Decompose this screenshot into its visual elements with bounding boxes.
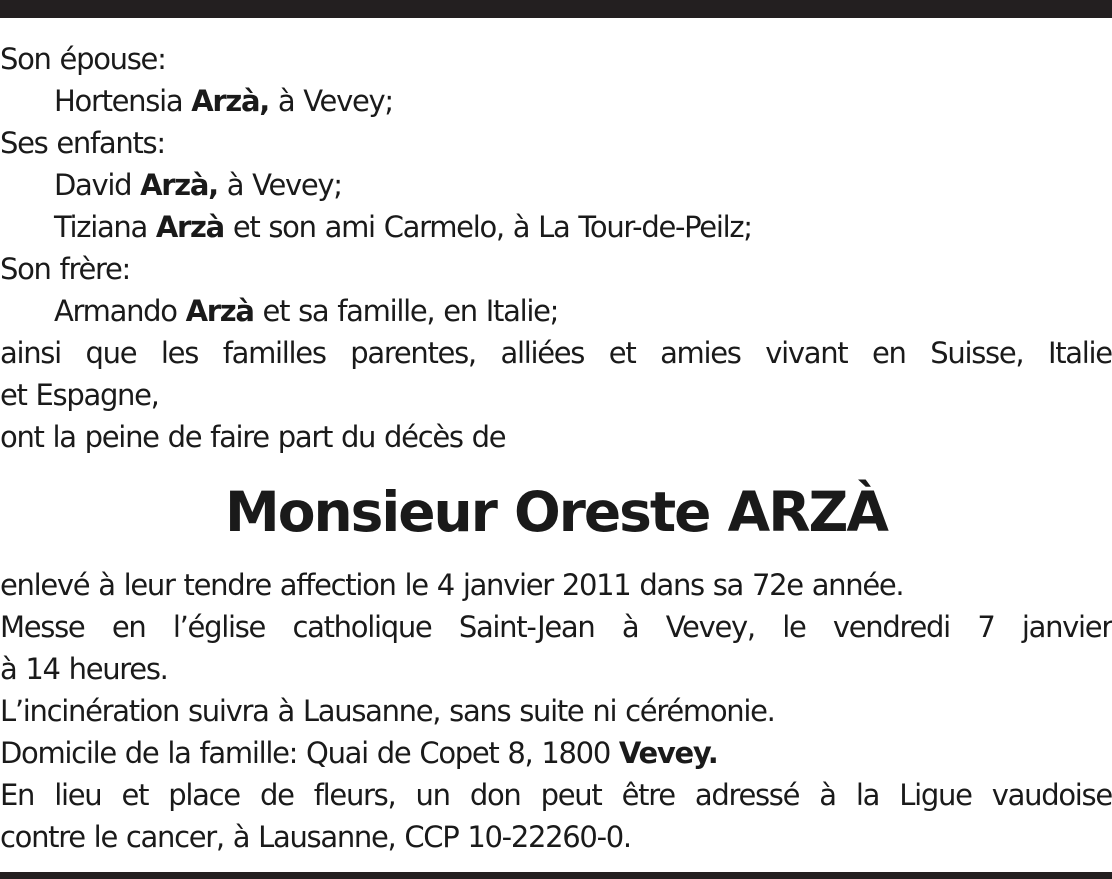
domicile-address: Domicile de la famille: Quai de Copet 8, 1800 bbox=[0, 736, 610, 770]
word: Suisse, bbox=[930, 336, 1024, 370]
mass-line-1 bbox=[0, 606, 1112, 648]
word: En bbox=[0, 778, 35, 812]
child-entry-david bbox=[0, 164, 1112, 206]
word: et bbox=[121, 778, 149, 812]
word: en bbox=[872, 336, 906, 370]
spouse-first-name: Hortensia bbox=[54, 84, 183, 118]
word: l’église bbox=[172, 610, 266, 644]
word: parentes, bbox=[350, 336, 476, 370]
word: ainsi bbox=[0, 336, 61, 370]
word: place bbox=[168, 778, 240, 812]
children-label: Ses enfants: bbox=[0, 126, 165, 160]
relatives-line-1 bbox=[0, 332, 1112, 374]
brother-entry bbox=[0, 290, 1112, 332]
word: de bbox=[259, 778, 294, 812]
word: vaudoise bbox=[991, 778, 1112, 812]
spouse-label: Son épouse: bbox=[0, 42, 166, 76]
word: le bbox=[782, 610, 806, 644]
child1-first-name: David bbox=[54, 168, 132, 202]
word: familles bbox=[222, 336, 326, 370]
word: que bbox=[85, 336, 137, 370]
word: Saint-Jean bbox=[458, 610, 595, 644]
child2-rest: et son ami Carmelo, à La Tour-de-Peilz; bbox=[232, 210, 752, 244]
domicile-line bbox=[0, 732, 1112, 774]
deceased-name: Monsieur Oreste ARZÀ bbox=[224, 480, 887, 544]
donation-line-2: contre le cancer, à Lausanne, CCP 10-22260-0. bbox=[0, 820, 631, 854]
word: en bbox=[111, 610, 146, 644]
word: adressé bbox=[694, 778, 800, 812]
brother-first-name: Armando bbox=[54, 294, 177, 328]
brother-label: Son frère: bbox=[0, 252, 130, 286]
word: Vevey, bbox=[665, 610, 755, 644]
brother-last-name: Arzà bbox=[185, 294, 254, 328]
child2-last-name: Arzà bbox=[155, 210, 224, 244]
word: fleurs, bbox=[313, 778, 396, 812]
obituary-notice bbox=[0, 38, 1112, 858]
word: les bbox=[160, 336, 199, 370]
word: don bbox=[469, 778, 521, 812]
spouse-last-name: Arzà, bbox=[191, 84, 269, 118]
word: Ligue bbox=[899, 778, 972, 812]
word: Italie bbox=[1047, 336, 1112, 370]
word: vivant bbox=[765, 336, 848, 370]
word: Messe bbox=[0, 610, 85, 644]
word: la bbox=[855, 778, 880, 812]
announcement-line: ont la peine de faire part du décès de bbox=[0, 420, 506, 454]
cremation-line: L’incinération suivra à Lausanne, sans suite ni cérémonie. bbox=[0, 694, 775, 728]
domicile-city: Vevey. bbox=[618, 736, 718, 770]
spouse-place: à Vevey; bbox=[277, 84, 393, 118]
word: alliées bbox=[500, 336, 585, 370]
word: 7 bbox=[977, 610, 995, 644]
word: lieu bbox=[54, 778, 102, 812]
mass-line-2: à 14 heures. bbox=[0, 652, 168, 686]
child2-first-name: Tiziana bbox=[54, 210, 147, 244]
word: être bbox=[621, 778, 675, 812]
donation-line-1 bbox=[0, 774, 1112, 816]
word: un bbox=[415, 778, 450, 812]
word: à bbox=[621, 610, 639, 644]
child1-last-name: Arzà, bbox=[140, 168, 218, 202]
word: à bbox=[819, 778, 836, 812]
word: amies bbox=[660, 336, 741, 370]
child1-place: à Vevey; bbox=[226, 168, 342, 202]
child-entry-tiziana bbox=[0, 206, 1112, 248]
bottom-rule bbox=[0, 872, 1112, 879]
brother-rest: et sa famille, en Italie; bbox=[262, 294, 559, 328]
word: catholique bbox=[292, 610, 432, 644]
word: janvier bbox=[1021, 610, 1112, 644]
affection-line: enlevé à leur tendre affection le 4 janvier 2011 dans sa 72e année. bbox=[0, 568, 904, 602]
word: peut bbox=[540, 778, 602, 812]
top-rule bbox=[0, 0, 1112, 18]
word: vendredi bbox=[832, 610, 950, 644]
relatives-line-2: et Espagne, bbox=[0, 378, 159, 412]
spouse-entry bbox=[0, 80, 1112, 122]
word: et bbox=[608, 336, 636, 370]
